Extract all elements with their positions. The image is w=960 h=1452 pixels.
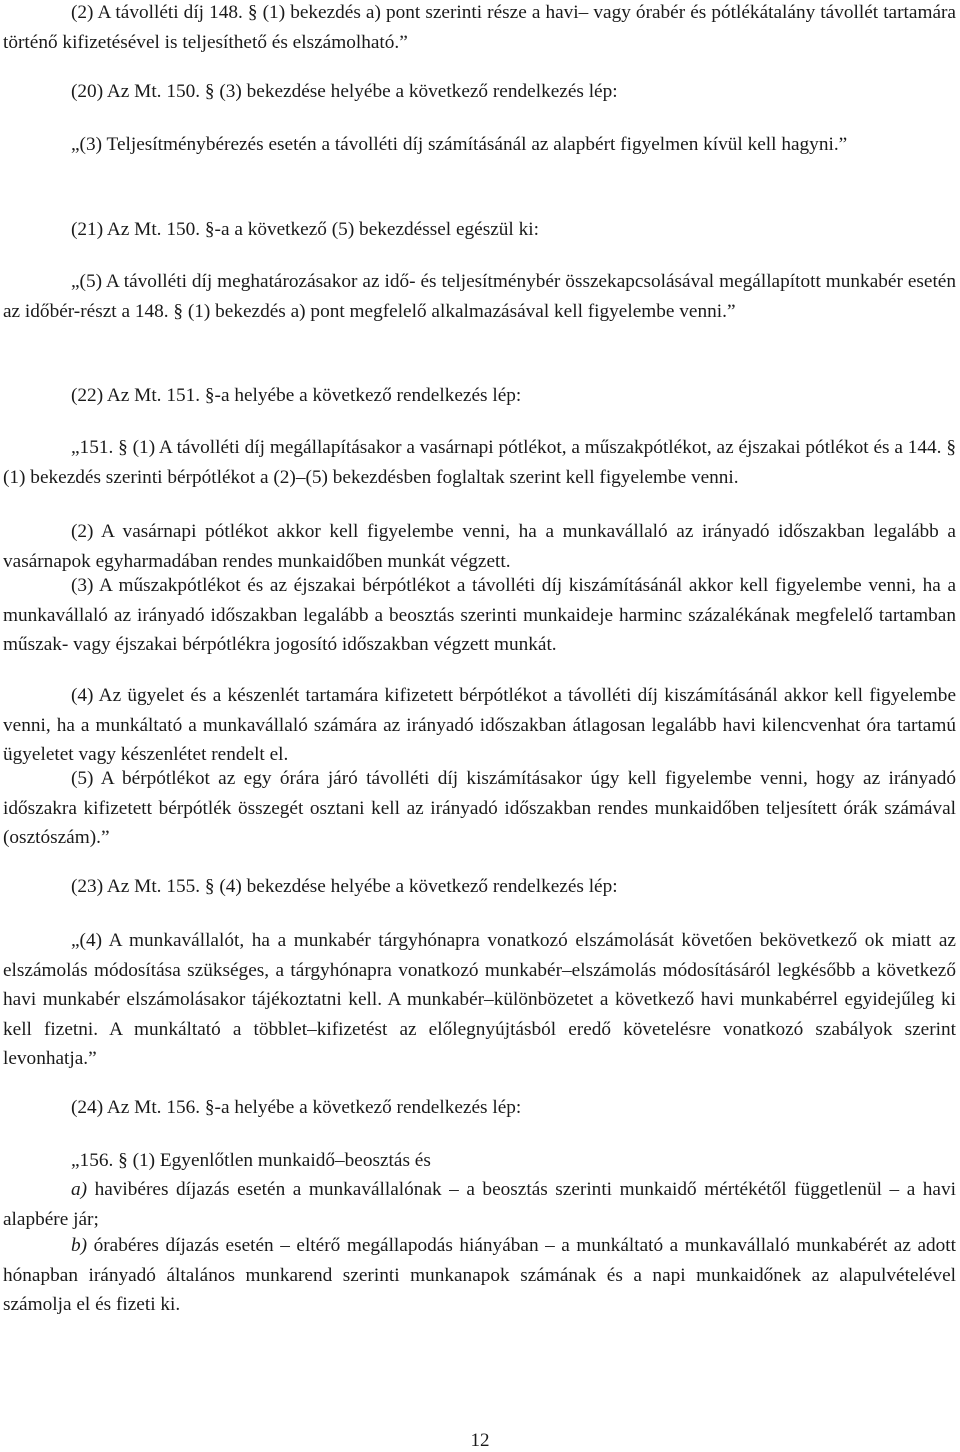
section-151-para-4: (4) Az ügyelet és a készenlét tartamára kifizetett bérpótlékot a távolléti díj kiszámításánál akkor kell figyelembe venni, ha a munkáltató a munkavállaló számára az irányadó időszakban átlagosan legalább havi kilencvenhat óra tartamú ügyeletet vagy készenlétet rendelt el. xyxy=(3,685,956,765)
section-151-para-3: (3) A műszakpótlékot és az éjszakai bérpótlékot a távolléti díj kiszámításánál akkor kell figyelembe venni, ha a munkavállaló az irányadó időszakban legalább a beosztás szerinti munkaideje harminc százalékának megfelelő tartamban műszak- vagy éjszakai bérpótlékra jogosító időszakban végzett munkát. xyxy=(3,575,956,655)
amendment-21: (21) Az Mt. 150. §-a a következő (5) bekezdéssel egészül ki: xyxy=(71,219,539,240)
point-a-text: havibéres díjazás esetén a munkavállalónak – a beosztás szerinti munkaidő mértékétől függetlenül – a havi alapbére jár; xyxy=(3,1179,956,1230)
quoted-paragraph-3: „(3) Teljesítménybérezés esetén a távolléti díj számításánál az alapbért figyelmen kívül kell hagyni.” xyxy=(71,134,848,155)
amendment-23: (23) Az Mt. 155. § (4) bekezdése helyébe a következő rendelkezés lép: xyxy=(71,876,618,897)
section-151-para-5: (5) A bérpótlékot az egy órára járó távolléti díj kiszámításakor úgy kell figyelembe venni, hogy az irányadó időszakra kifizetett bérpótlék összegét osztani kell az irányadó időszakban rendes munkaidőben teljesített órák számával (osztószám).” xyxy=(3,768,956,848)
amendment-24: (24) Az Mt. 156. §-a helyébe a következő rendelkezés lép: xyxy=(71,1097,522,1118)
point-b-text: órabéres díjazás esetén – eltérő megállapodás hiányában – a munkáltató a munkavállaló munkabérét az adott hónapban irányadó általános munkarend szerinti munkanapok számának és a napi munkaidőnek az alapulvételével számolja el és fizeti ki. xyxy=(3,1235,956,1315)
page-number: 12 xyxy=(470,1430,490,1451)
section-156-point-b xyxy=(3,1231,956,1320)
paragraph-1: (2) A távolléti díj 148. § (1) bekezdés a) pont szerinti része a havi– vagy órabér és pótlékátalány távollét tartamára történő kifizetésével is teljesíthető és elszámolható.” xyxy=(3,2,956,53)
section-151-para-1: „151. § (1) A távolléti díj megállapításakor a vasárnapi pótlékot, a műszakpótlékot, az éjszakai pótlékot és a 144. § (1) bekezdés szerinti bérpótlékot a (2)–(5) bekezdésben foglaltak szerint kell figyelembe venni. xyxy=(3,437,956,488)
amendment-22: (22) Az Mt. 151. §-a helyébe a következő rendelkezés lép: xyxy=(71,385,522,406)
point-b-label: b) xyxy=(71,1235,88,1256)
point-a-label: a) xyxy=(71,1179,88,1200)
section-151-para-2: (2) A vasárnapi pótlékot akkor kell figyelembe venni, ha a munkavállaló az irányadó időszakban legalább a vasárnapok egyharmadában rendes munkaidőben munkát végzett. xyxy=(3,521,956,572)
quoted-paragraph-155-4: „(4) A munkavállalót, ha a munkabér tárgyhónapra vonatkozó elszámolását követően bekövetkező ok miatt az elszámolás módosítása szükséges, a tárgyhónapra vonatkozó munkabér–elszámolás módosításáról legkésőbb a következő havi munkabér elszámolásakor tájékoztatni kell. A munkabér–különbözetet a következő havi munkabérrel egyidejűleg ki kell fizetni. A munkáltató a többlet–kifizetést az előlegnyújtásból eredő követelésre vonatkozó szabályok szerint levonhatja.” xyxy=(3,930,956,1069)
section-156-point-a xyxy=(3,1175,956,1234)
section-156-intro: „156. § (1) Egyenlőtlen munkaidő–beosztás és xyxy=(71,1150,431,1171)
quoted-paragraph-5: „(5) A távolléti díj meghatározásakor az idő- és teljesítménybér összekapcsolásával megállapított munkabér esetén az időbér-részt a 148. § (1) bekezdés a) pont megfelelő alkalmazásával kell figyelembe venni.” xyxy=(3,271,956,322)
amendment-20: (20) Az Mt. 150. § (3) bekezdése helyébe a következő rendelkezés lép: xyxy=(71,81,618,102)
